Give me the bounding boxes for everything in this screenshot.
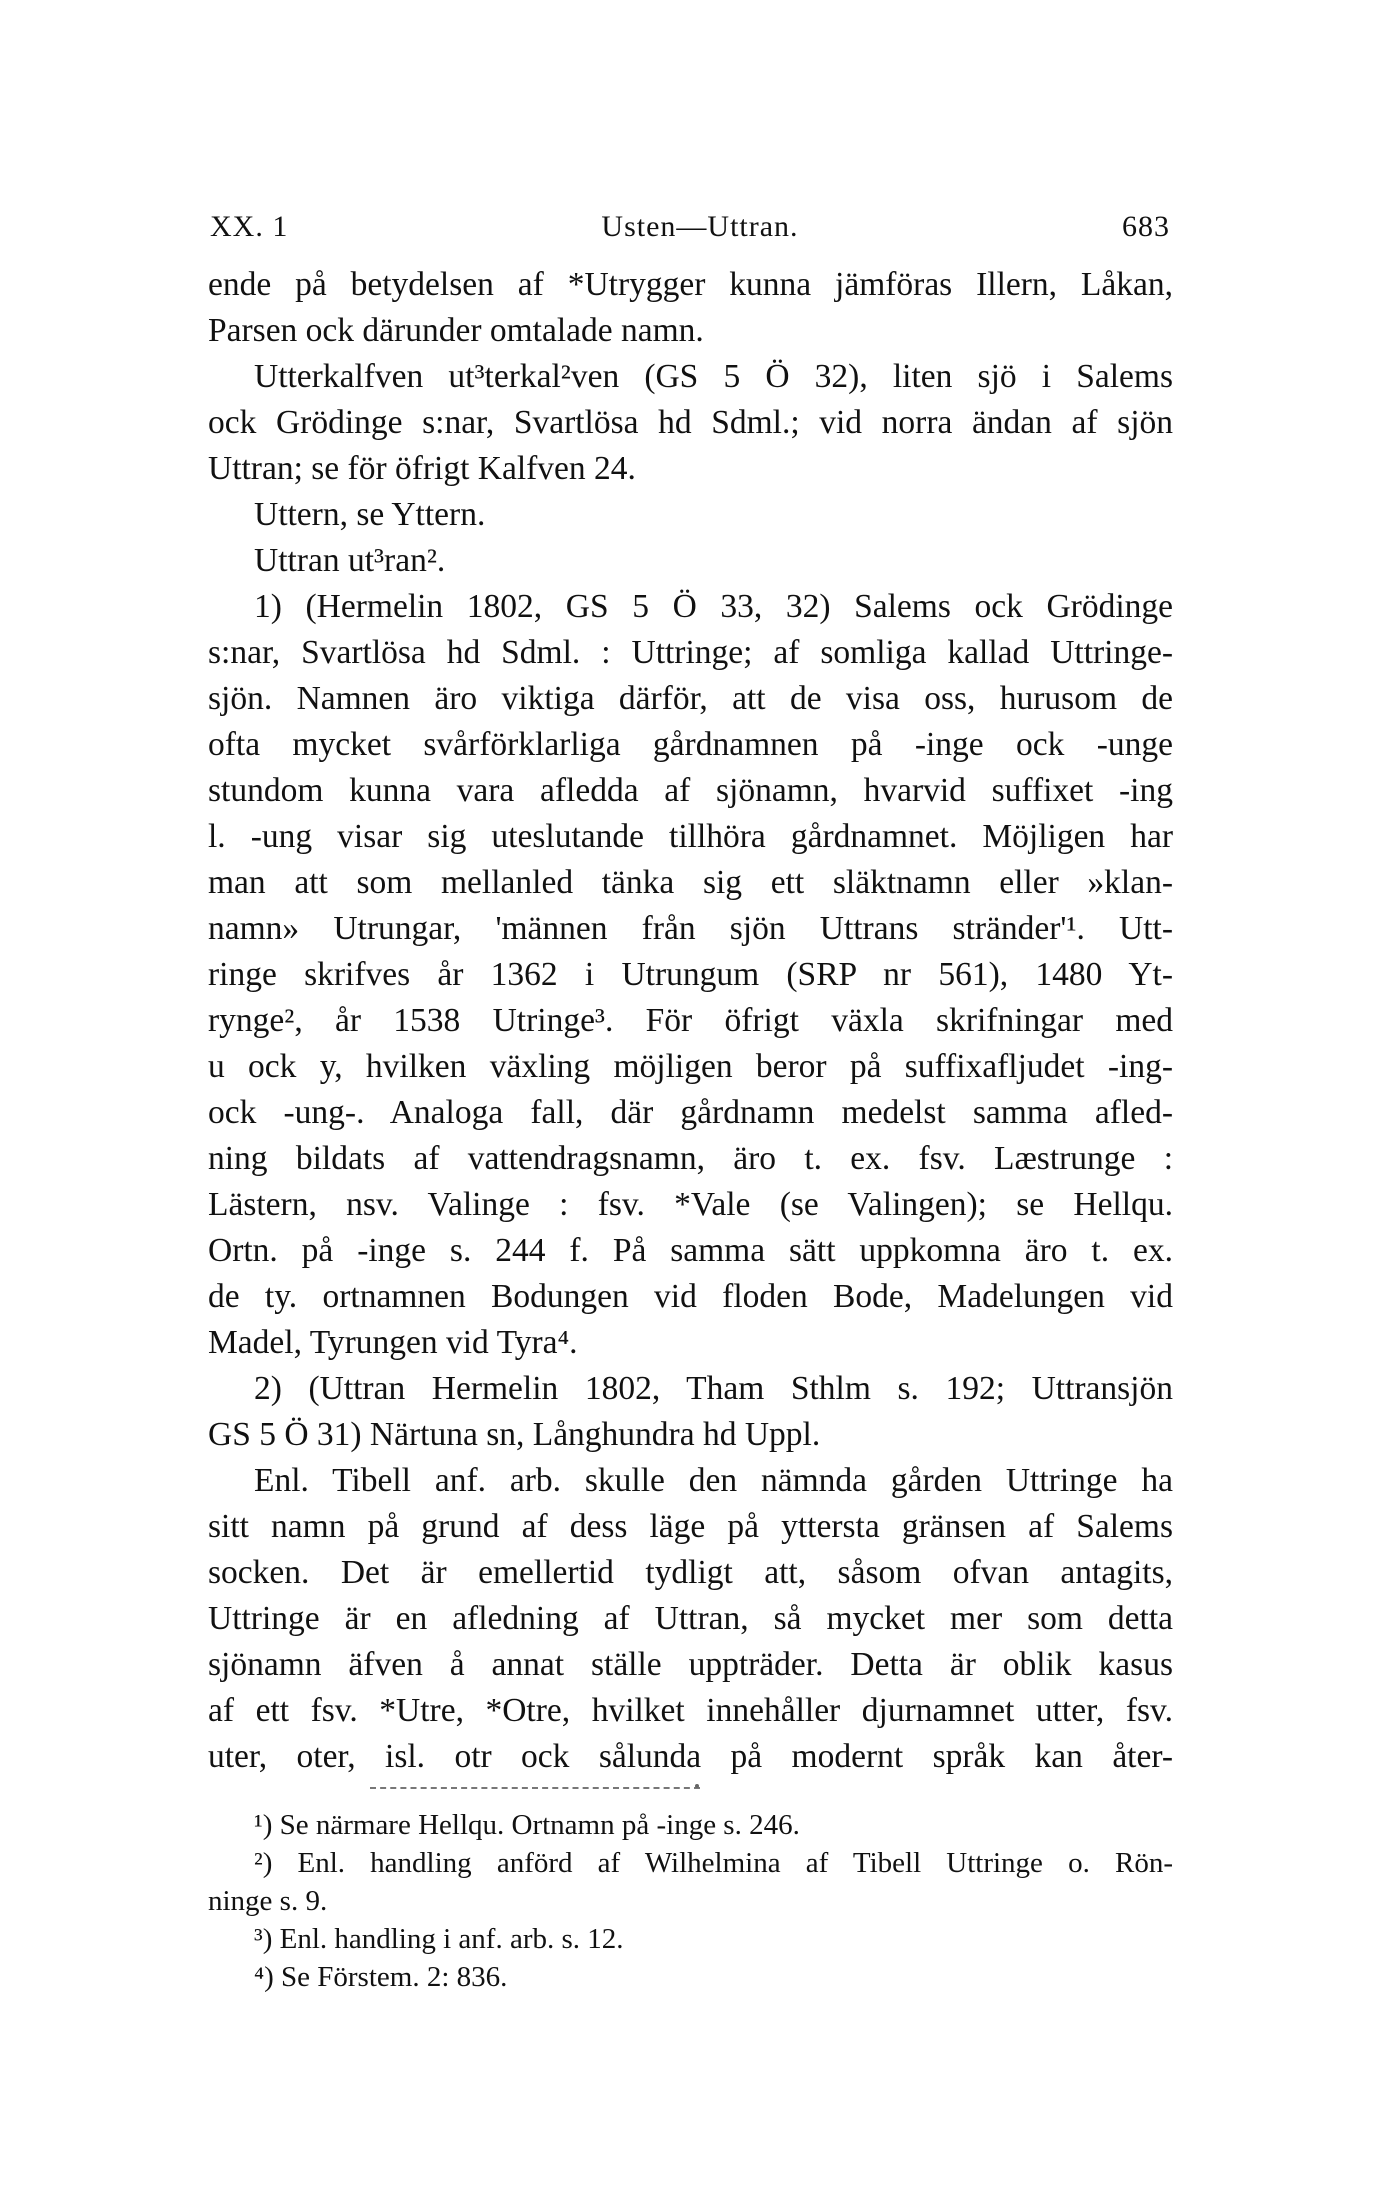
text-line: man att som mellanled tänka sig ett släktnamn eller »klan- — [208, 864, 1173, 901]
footnote-divider — [370, 1787, 700, 1789]
text-line: 1) (Hermelin 1802, GS 5 Ö 33, 32) Salems ock Grödinge — [254, 588, 1173, 625]
text-line: sitt namn på grund af dess läge på yttersta gränsen af Salems — [208, 1508, 1173, 1545]
text-line: u ock y, hvilken växling möjligen beror på suffixafljudet -ing- — [208, 1048, 1173, 1085]
text-line: Madel, Tyrungen vid Tyra⁴. — [208, 1324, 578, 1361]
text-line: Enl. Tibell anf. arb. skulle den nämnda gården Uttringe ha — [254, 1462, 1173, 1499]
footnote-4: ⁴) Se Förstem. 2: 836. — [254, 1961, 508, 1993]
text-line: ofta mycket svårförklarliga gårdnamnen på -inge ock -unge — [208, 726, 1173, 763]
text-line: ock Grödinge s:nar, Svartlösa hd Sdml.; vid norra ändan af sjön — [208, 404, 1173, 441]
text-line: socken. Det är emellertid tydligt att, såsom ofvan antagits, — [208, 1554, 1173, 1591]
text-line: af ett fsv. *Utre, *Otre, hvilket innehåller djurnamnet utter, fsv. — [208, 1692, 1173, 1729]
text-line: stundom kunna vara afledda af sjönamn, hvarvid suffixet -ing — [208, 772, 1173, 809]
text-line: GS 5 Ö 31) Närtuna sn, Långhundra hd Uppl. — [208, 1416, 821, 1453]
text-line: ringe skrifves år 1362 i Utrungum (SRP nr 561), 1480 Yt- — [208, 956, 1173, 993]
footnote-2-cont: ninge s. 9. — [208, 1885, 328, 1917]
text-line: Parsen ock därunder omtalade namn. — [208, 312, 704, 349]
footnote-3: ³) Enl. handling i anf. arb. s. 12. — [254, 1923, 624, 1955]
footnote-1: ¹) Se närmare Hellqu. Ortnamn på -inge s. 246. — [254, 1809, 800, 1841]
text-line: Ortn. på -inge s. 244 f. På samma sätt uppkomna äro t. ex. — [208, 1232, 1173, 1269]
running-header — [0, 210, 1400, 246]
running-title: Usten—Uttran. — [601, 210, 799, 243]
text-line: s:nar, Svartlösa hd Sdml. : Uttringe; af somliga kallad Uttringe- — [208, 634, 1173, 671]
entry-uttran: Uttran ut³ran². — [254, 542, 446, 579]
text-line: ock -ung-. Analoga fall, där gårdnamn medelst samma afled- — [208, 1094, 1173, 1131]
text-line: Uttran; se för öfrigt Kalfven 24. — [208, 450, 636, 487]
text-line: 2) (Uttran Hermelin 1802, Tham Sthlm s. 192; Uttransjön — [254, 1370, 1173, 1407]
entry-utterkalfven: Utterkalfven ut³terkal²ven (GS 5 Ö 32), liten sjö i Salems — [254, 358, 1173, 395]
text-line: Uttringe är en afledning af Uttran, så mycket mer som detta — [208, 1600, 1173, 1637]
text-line: uter, oter, isl. otr ock sålunda på modernt språk kan åter- — [208, 1738, 1173, 1775]
text-line: sjön. Namnen äro viktiga därför, att de visa oss, hurusom de — [208, 680, 1173, 717]
text-line: Lästern, nsv. Valinge : fsv. *Vale (se Valingen); se Hellqu. — [208, 1186, 1173, 1223]
entry-uttern: Uttern, se Yttern. — [254, 496, 486, 533]
main-text — [208, 262, 1173, 1780]
text-line: rynge², år 1538 Utringe³. För öfrigt växla skrifningar med — [208, 1002, 1173, 1039]
text-line: namn» Utrungar, 'männen från sjön Uttrans stränder'¹. Utt- — [208, 910, 1173, 947]
text-line: ning bildats af vattendragsnamn, äro t. ex. fsv. Læstrunge : — [208, 1140, 1173, 1177]
page-number: 683 — [1122, 210, 1170, 243]
text-line: sjönamn äfven å annat ställe uppträder. Detta är oblik kasus — [208, 1646, 1173, 1683]
text-line: ende på betydelsen af *Utrygger kunna jämföras Illern, Låkan, — [208, 266, 1173, 303]
text-line: de ty. ortnamnen Bodungen vid floden Bode, Madelungen vid — [208, 1278, 1173, 1315]
text-line: l. -ung visar sig uteslutande tillhöra gårdnamnet. Möjligen har — [208, 818, 1173, 855]
divider-dot — [695, 1784, 699, 1788]
footnotes — [208, 1806, 1173, 1996]
chapter-number: XX. 1 — [210, 210, 289, 243]
footnote-2: ²) Enl. handling anförd af Wilhelmina af Tibell Uttringe o. Rön- — [254, 1847, 1173, 1879]
